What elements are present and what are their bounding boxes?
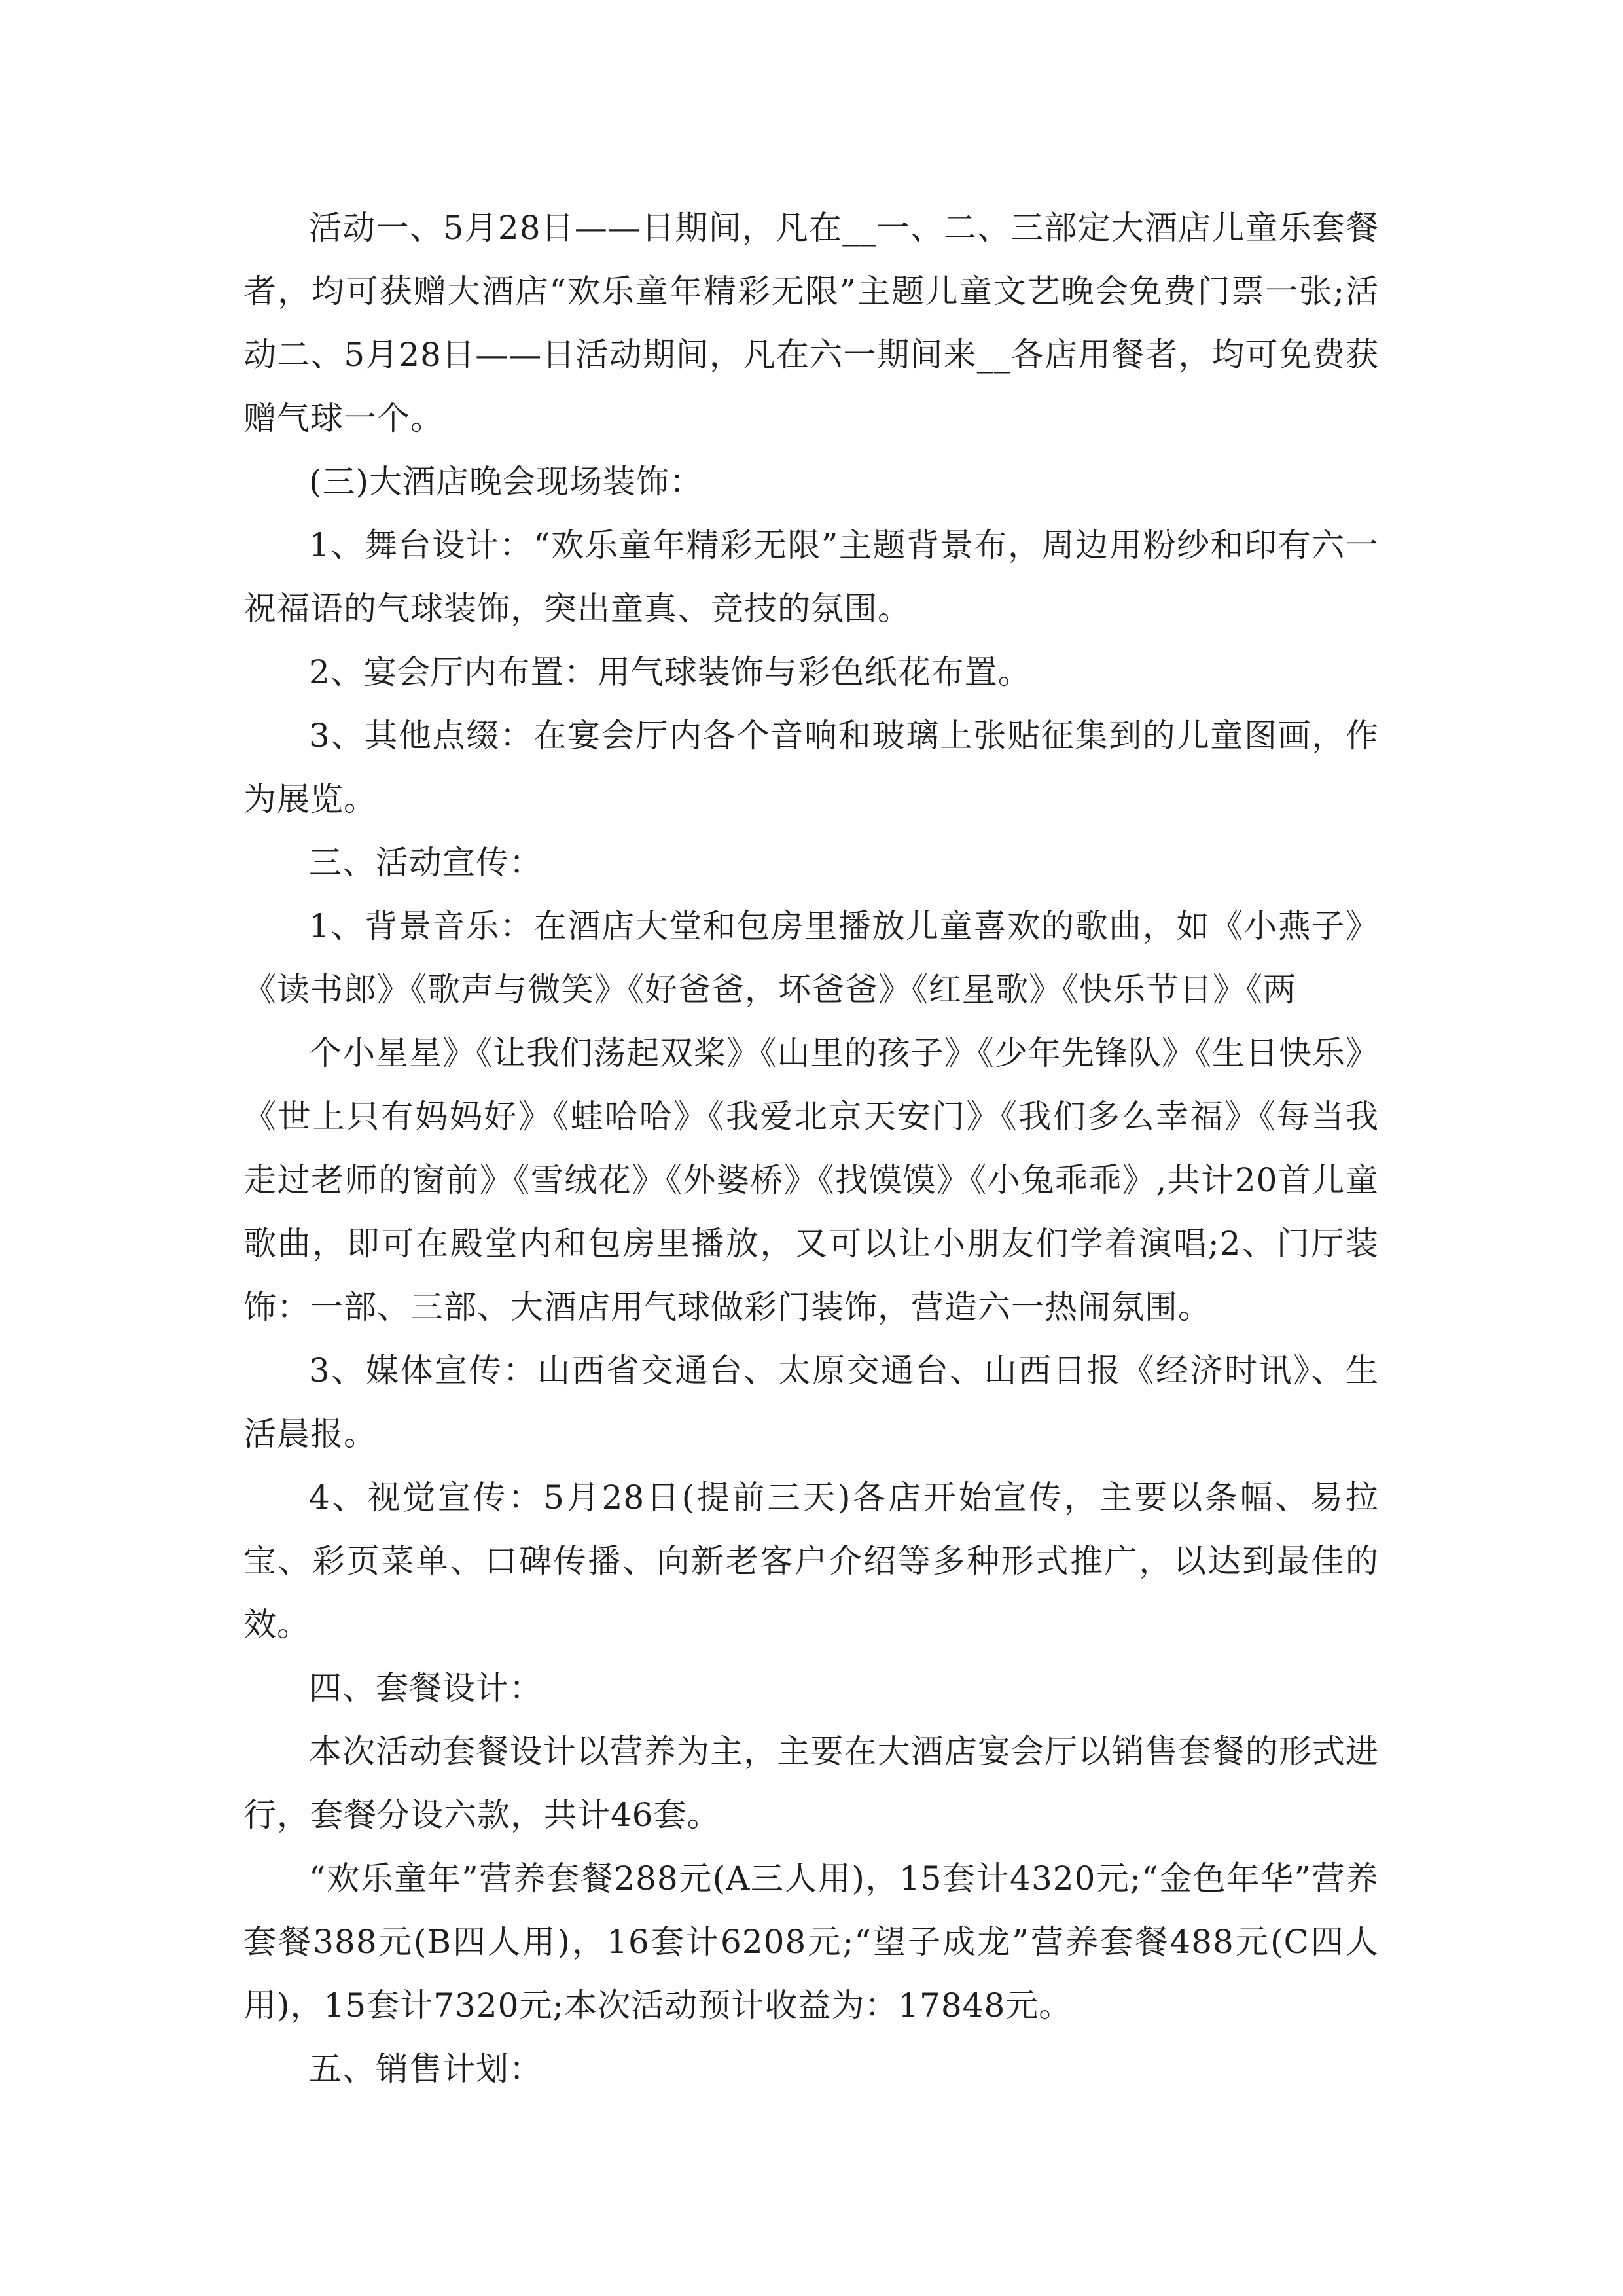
heading-sales-plan: 五、销售计划：: [309, 2050, 543, 2088]
paragraph-visual-promotion: 4、视觉宣传：5月28日(提前三天)各店开始宣传，主要以条幅、易拉宝、彩页菜单、口碑传播、向新老客户介绍等多种形式推广，以达到最佳的效。: [243, 1479, 1379, 1643]
paragraph-hall-layout: 2、宴会厅内布置：用气球装饰与彩色纸花布置。: [309, 653, 1031, 691]
paragraph-background-music: 1、背景音乐：在酒店大堂和包房里播放儿童喜欢的歌曲，如《小燕子》《读书郎》《歌声与微笑》《好爸爸，坏爸爸》《红星歌》《快乐节日》《两: [243, 907, 1379, 1009]
paragraph-stage-design: 1、舞台设计：“欢乐童年精彩无限”主题背景布，周边用粉纱和印有六一祝福语的气球装饰，突出童真、竞技的氛围。: [243, 526, 1379, 628]
document-body: [243, 196, 1379, 2101]
paragraph-media-promotion: 3、媒体宣传：山西省交通台、太原交通台、山西日报《经济时讯》、生活晨报。: [243, 1352, 1379, 1453]
paragraph-package-prices: “欢乐童年”营养套餐288元(A三人用)，15套计4320元;“金色年华”营养套餐388元(B四人用)，16套计6208元;“望子成龙”营养套餐488元(C四人用)，15套计7320元;本次活动预计收益为：17848元。: [243, 1859, 1379, 2024]
heading-package-design: 四、套餐设计：: [309, 1669, 543, 1707]
paragraph-song-list: 个小星星》《让我们荡起双桨》《山里的孩子》《少年先锋队》《生日快乐》《世上只有妈妈好》《蛙哈哈》《我爱北京天安门》《我们多么幸福》《每当我走过老师的窗前》《雪绒花》《外婆桥》《找馍馍》《小兔乖乖》,共计20首儿童歌曲，即可在殿堂内和包房里播放，又可以让小朋友们学着演唱;2、门厅装饰：一部、三部、大酒店用气球做彩门装饰，营造六一热闹氛围。: [243, 1034, 1379, 1326]
paragraph-activities: 活动一、5月28日——日期间，凡在__一、二、三部定大酒店儿童乐套餐者，均可获赠大酒店“欢乐童年精彩无限”主题儿童文艺晚会免费门票一张;活动二、5月28日——日活动期间，凡在六一期间来__各店用餐者，均可免费获赠气球一个。: [243, 209, 1379, 437]
heading-promotion: 三、活动宣传：: [309, 844, 543, 882]
paragraph-package-intro: 本次活动套餐设计以营养为主，主要在大酒店宴会厅以销售套餐的形式进行，套餐分设六款，共计46套。: [243, 1732, 1379, 1834]
paragraph-other-decor: 3、其他点缀：在宴会厅内各个音响和玻璃上张贴征集到的儿童图画，作为展览。: [243, 717, 1379, 818]
heading-venue-decoration: (三)大酒店晚会现场装饰：: [309, 463, 704, 501]
